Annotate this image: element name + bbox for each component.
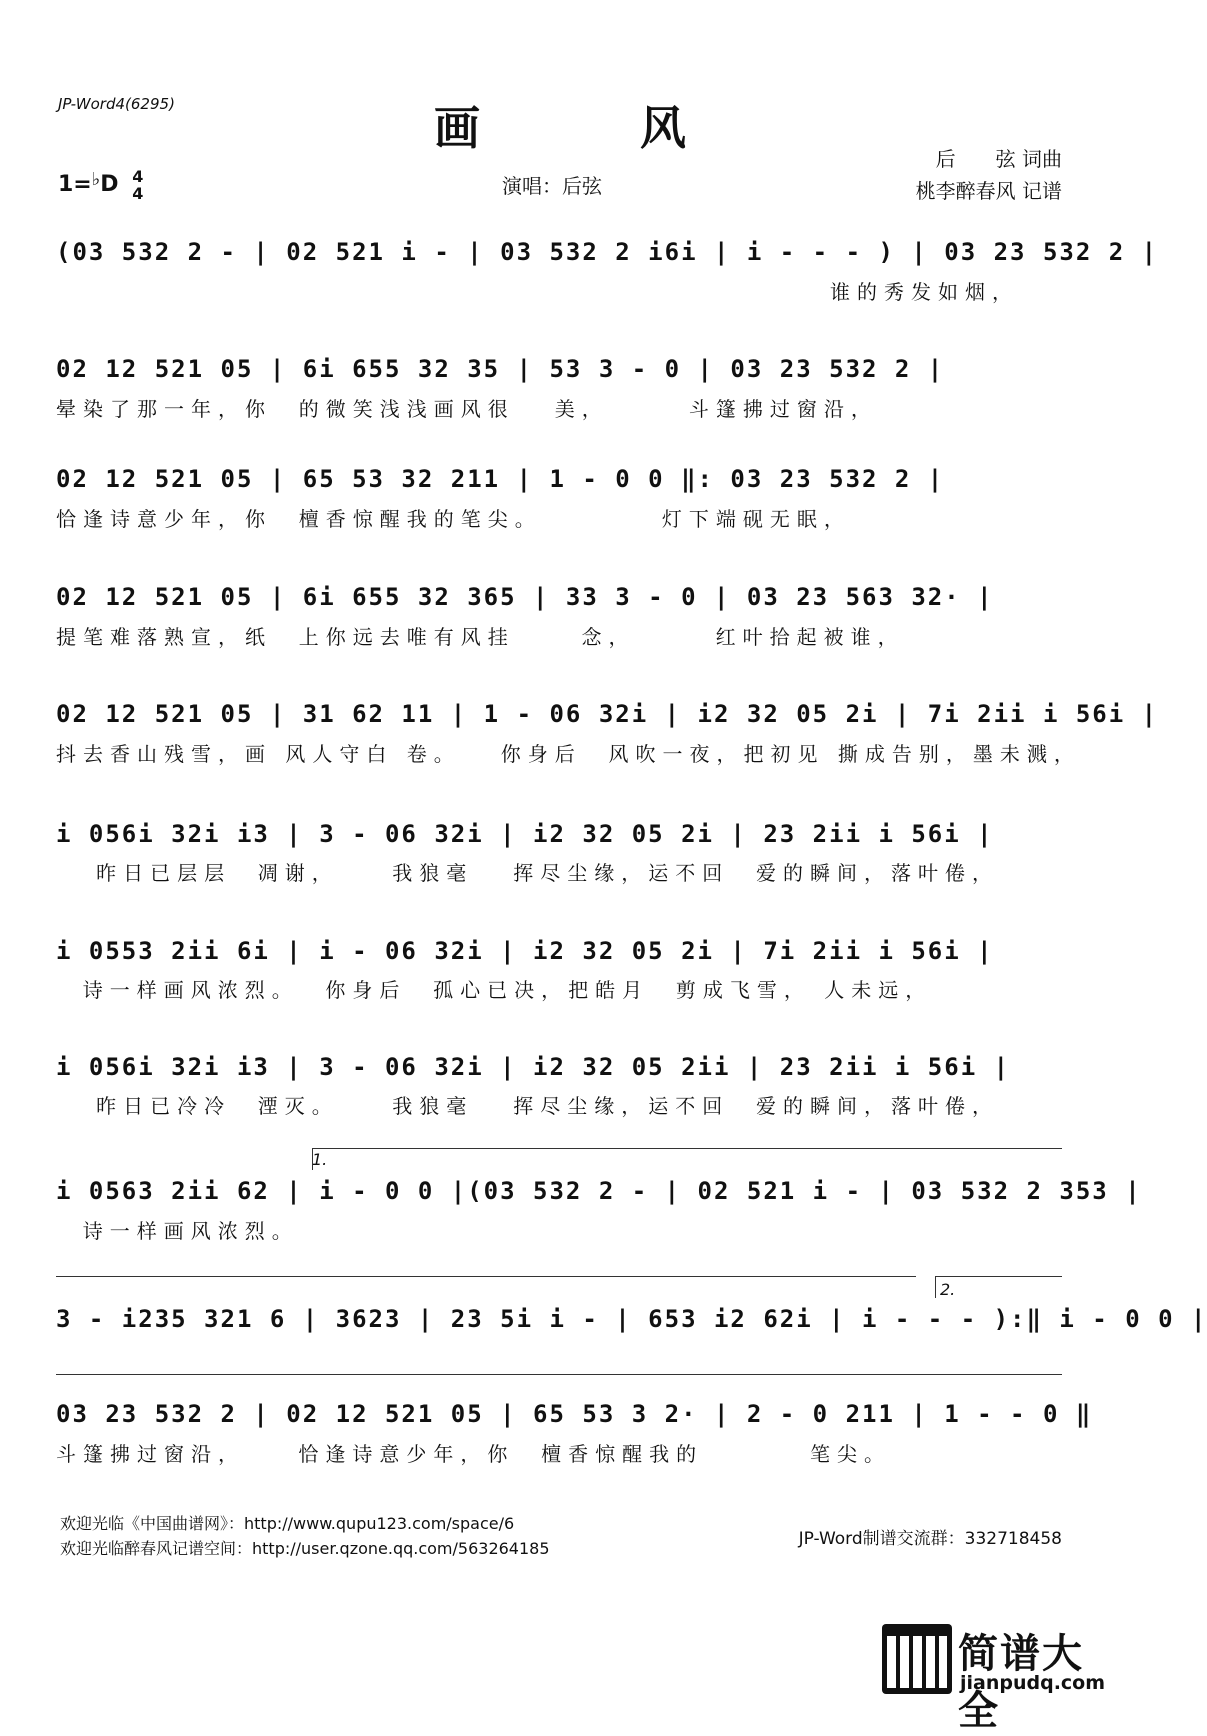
lyrics-line-1: 谁的秀发如烟， bbox=[830, 280, 1019, 304]
notes-line-11: 03 23 532 2 | 02 12 521 05 | 65 53 3 2· | 2 - 0 211 | 1 - - 0 ‖ bbox=[56, 1400, 1093, 1428]
ending-1-label: 1. bbox=[312, 1150, 328, 1169]
lyrics-line-2: 晕染了那一年，你 的微笑浅浅画风很 美， 斗篷拂过窗沿， bbox=[56, 397, 878, 421]
ending-1-bracket-continued bbox=[56, 1276, 916, 1277]
lyrics-line-9: 诗一样画风浓烈。 bbox=[56, 1219, 299, 1243]
time-top: 4 bbox=[132, 167, 144, 186]
song-title: 画风 bbox=[434, 101, 846, 155]
lyrics-line-8: 昨日已冷冷 湮灭。 我狼毫 挥尽尘缘，运不回 爱的瞬间，落叶倦， bbox=[56, 1094, 1000, 1118]
notes-line-7: i 0553 2ii 6i | i - 06 32i | i2 32 05 2i | 7i 2ii i 56i | bbox=[56, 937, 994, 965]
watermark-url: jianpudq.com bbox=[960, 1672, 1106, 1694]
footer-link-qupu[interactable]: 欢迎光临《中国曲谱网》：http://www.qupu123.com/space/6 bbox=[60, 1514, 515, 1533]
lyrics-line-11: 斗篷拂过窗沿， 恰逢诗意少年，你 檀香惊醒我的 笔尖。 bbox=[56, 1442, 892, 1466]
ending-2-label: 2. bbox=[940, 1280, 956, 1299]
watermark-title: 简谱大全 bbox=[958, 1631, 1084, 1734]
notes-line-9: i 0563 2ii 62 | i - 0 0 |(03 532 2 - | 02 521 i - | 03 532 2 353 | bbox=[56, 1177, 1142, 1205]
key-note: D bbox=[100, 172, 119, 197]
ending-1-bracket bbox=[312, 1148, 1062, 1149]
time-signature bbox=[132, 168, 143, 202]
lyrics-line-3: 恰逢诗意少年，你 檀香惊醒我的笔尖。 灯下端砚无眠， bbox=[56, 507, 851, 531]
lyrics-line-4: 提笔难落熟宣，纸 上你远去唯有风挂 念， 红叶拾起被谁， bbox=[56, 625, 905, 649]
site-watermark bbox=[882, 1622, 1112, 1734]
ending-2-bracket bbox=[935, 1276, 1062, 1277]
credit-lyrics: 后 弦 词曲 bbox=[935, 147, 1062, 171]
credits bbox=[916, 143, 1062, 207]
notes-line-8: i 056i 32i i3 | 3 - 06 32i | i2 32 05 2ii | 23 2ii i 56i | bbox=[56, 1053, 1011, 1081]
key-signature bbox=[58, 168, 143, 202]
notes-line-2: 02 12 521 05 | 6i 655 32 35 | 53 3 - 0 | 03 23 532 2 | bbox=[56, 355, 945, 383]
singer: 演唱：后弦 bbox=[502, 174, 602, 198]
notes-line-5: 02 12 521 05 | 31 62 11 | 1 - 06 32i | i2 32 05 2i | 7i 2ii i 56i | bbox=[56, 700, 1159, 728]
piano-keys-icon bbox=[882, 1624, 952, 1694]
notes-line-6: i 056i 32i i3 | 3 - 06 32i | i2 32 05 2i | 23 2ii i 56i | bbox=[56, 820, 994, 848]
ending-2-bracket-edge bbox=[935, 1276, 936, 1298]
lyrics-line-5: 抖去香山残雪，画 风人守白 卷。 你身后 风吹一夜，把初见 撕成告别，墨未溅， bbox=[56, 742, 1081, 766]
footer-link-qzone[interactable]: 欢迎光临醉春风记谱空间：http://user.qzone.qq.com/563264185 bbox=[60, 1539, 550, 1558]
key-prefix: 1= bbox=[58, 172, 92, 197]
flat-sign: ♭ bbox=[91, 169, 101, 190]
notes-line-4: 02 12 521 05 | 6i 655 32 365 | 33 3 - 0 | 03 23 563 32· | bbox=[56, 583, 994, 611]
notes-line-1: (03 532 2 - | 02 521 i - | 03 532 2 i6i | i - - - ) | 03 23 532 2 | bbox=[56, 238, 1159, 266]
notes-line-3: 02 12 521 05 | 65 53 32 211 | 1 - 0 0 ‖: 03 23 532 2 | bbox=[56, 465, 945, 493]
time-bottom: 4 bbox=[132, 184, 144, 203]
lyrics-line-6: 昨日已层层 凋谢， 我狼毫 挥尽尘缘，运不回 爱的瞬间，落叶倦， bbox=[56, 861, 1000, 885]
notes-line-10: 3 - i235 321 6 | 3623 | 23 5i i - | 653 i2 62i | i - - - ):‖ i - 0 0 | bbox=[56, 1305, 1207, 1333]
software-tag: JP-Word4(6295) bbox=[58, 95, 175, 113]
ending-2-bracket-continued bbox=[56, 1374, 1062, 1375]
credit-notation: 桃李醉春风 记谱 bbox=[915, 179, 1062, 203]
lyrics-line-7: 诗一样画风浓烈。 你身后 孤心已决，把皓月 剪成飞雪， 人未远， bbox=[56, 978, 933, 1002]
qq-group: JP-Word制谱交流群：332718458 bbox=[798, 1529, 1062, 1549]
footer-links bbox=[60, 1511, 550, 1561]
